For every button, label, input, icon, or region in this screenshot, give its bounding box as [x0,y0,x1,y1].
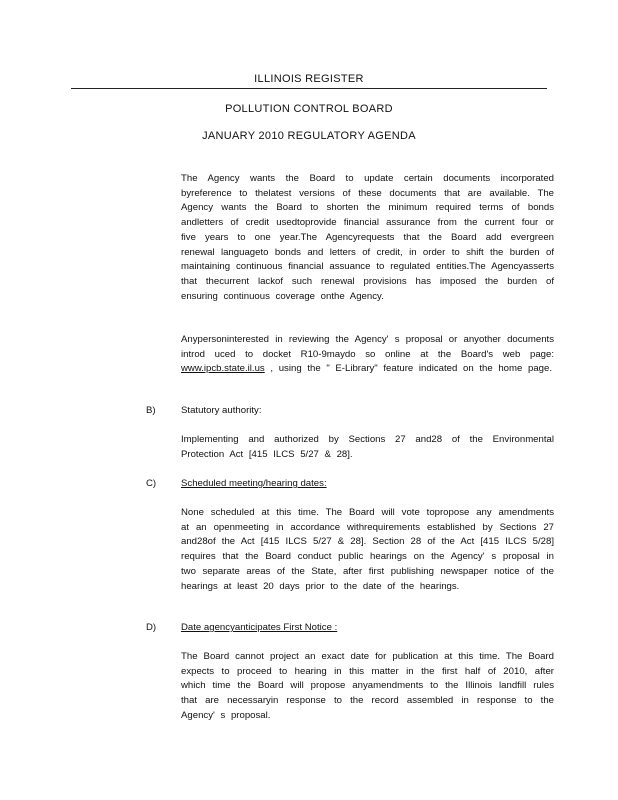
section-d-heading: Date agencyanticipates First Notice : [181,622,338,633]
section-c-heading: Scheduled meeting/hearing dates: [181,478,327,489]
header-rule [71,88,547,89]
section-b-heading: Statutory authority: [181,405,262,416]
section-c-text: None scheduled at this time. The Board will vote topropose any amendments at an openmeeting in accordance withrequirements established by Sections 27 and28of the Act [415 ILCS 5/27 & 28]. Section 28 of the Act [415 ILCS 5/28] requires that the Board conduct public hearings on the Agency' s proposal in two separate areas of the State, after first publishing newspaper notice of the hearings at least 20 days prior to the date of the hearings. [181,507,554,592]
register-title: ILLINOIS REGISTER [254,73,364,85]
section-d-text: The Board cannot project an exact date for publication at this time. The Board expects to proceed to hearing in this matter in the first half of 2010, after which time the Board will propose anyamendments to the Illinois landfill rules that are necessaryin response to the record assembled in response to the Agency' s proposal. [181,651,554,721]
agenda-title: JANUARY 2010 REGULATORY AGENDA [202,130,416,142]
description-paragraph: The Agency wants the Board to update certain documents incorporated byreference to thelatest versions of these documents that are available. The Agency wants the Board to shorten the minimum required terms of bonds andletters of credit usedtoprovide financial assurance from the current four or five years to one year.The Agencyrequests that the Board add evergreen renewal languageto bonds and letters of credit, in order to shift the burden of maintaining continuous financial assuance to regulated entities.The Agencyasserts that thecurrent lackof such renewal provisions has imposed the burden of ensuring continuous coverage onthe Agency. [181,173,554,302]
access-text-before: Anypersoninterested in reviewing the Agency' s proposal or anyother documents introd uced to docket R10-9maydo so online at the Board's web page: [181,334,554,360]
section-b-label: B) [146,405,156,416]
board-website-link[interactable]: www.ipcb.state.il.us [181,363,265,375]
board-title: POLLUTION CONTROL BOARD [225,103,393,115]
section-b-text: Implementing and authorized by Sections 27 and28 of the Environmental Protection Act [415 ILCS 5/27 & 28]. [181,434,554,460]
access-paragraph [181,333,554,377]
section-c-label: C) [146,478,157,489]
access-text-after: , using the " E-Library" feature indicated on the home page. [264,363,552,375]
section-d-label: D) [146,622,157,633]
